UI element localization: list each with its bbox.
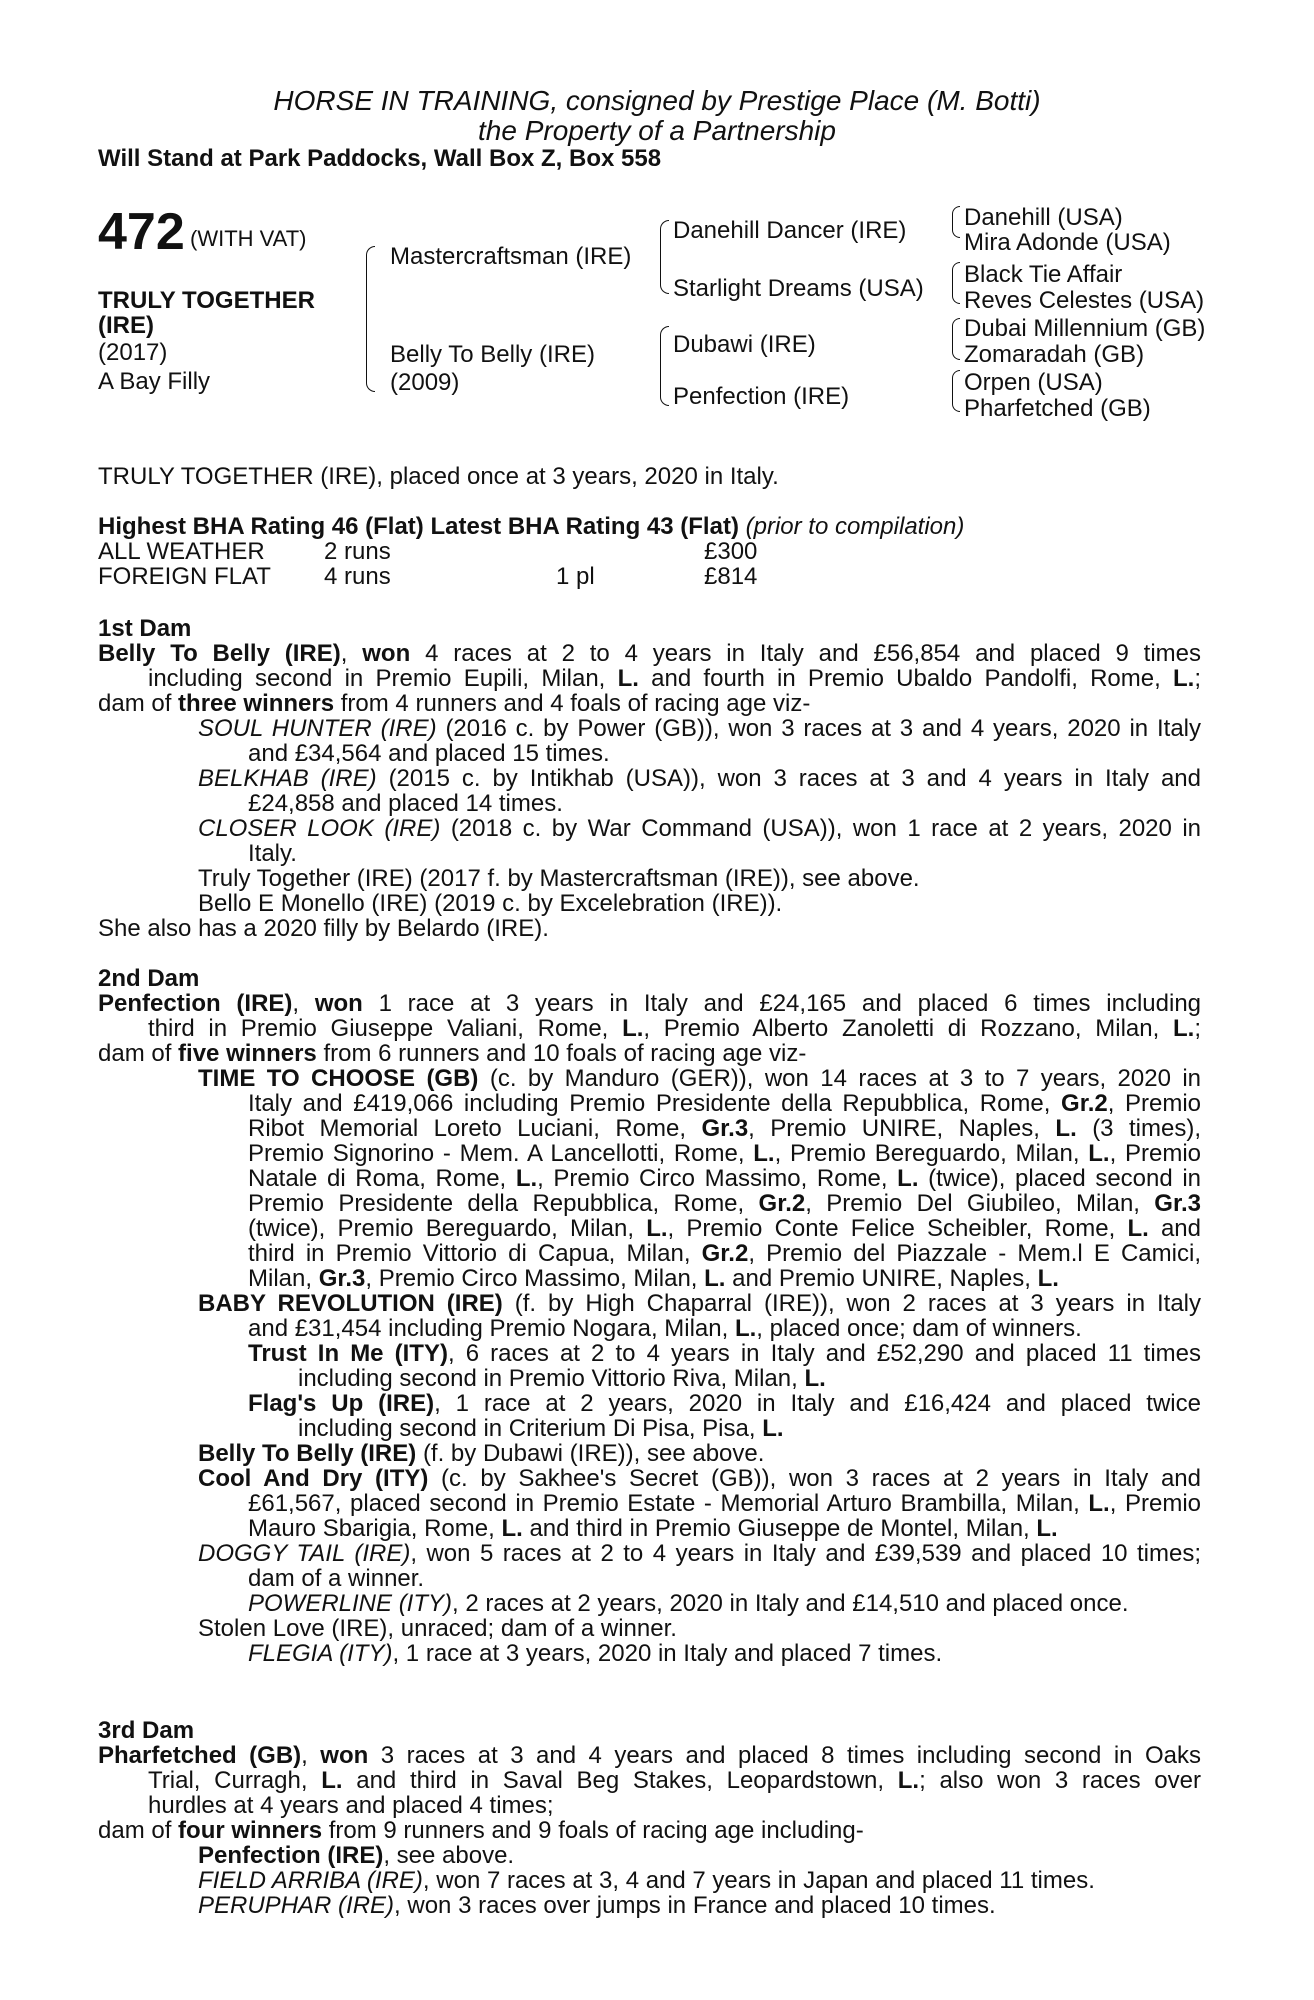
lot-number: 472	[98, 203, 185, 261]
pedigree-dsd: Zomaradah (GB)	[964, 341, 1145, 368]
second-dam-section	[98, 966, 1201, 1666]
horse-year: (2017)	[98, 339, 168, 366]
consignor-line: HORSE IN TRAINING, consigned by Prestige Place (M. Botti)	[273, 85, 1041, 116]
record-prize: £300	[704, 538, 758, 565]
record-runs: 2 runs	[324, 538, 391, 565]
progeny-line: and £31,454 including Premio Nogara, Milan, L., placed once; dam of winners.	[248, 1315, 1082, 1342]
pedigree-dam-sire: Dubawi (IRE)	[673, 331, 816, 358]
pedigree-sdd: Reves Celestes (USA)	[964, 287, 1205, 314]
dam-line: including second in Premio Eupili, Milan, L. and fourth in Premio Ubaldo Pandolfi, Rome, L.;	[148, 665, 1202, 692]
progeny-line: Italy and £419,066 including Premio Presidente della Repubblica, Rome, Gr.2, Premio	[248, 1090, 1202, 1117]
vat-note: (WITH VAT)	[190, 226, 307, 251]
progeny-line: SOUL HUNTER (IRE) (2016 c. by Power (GB)), won 3 races at 3 and 4 years, 2020 in Italy	[198, 715, 1201, 742]
pedigree-dam-year: (2009)	[390, 369, 460, 396]
progeny-line: FIELD ARRIBA (IRE), won 7 races at 3, 4 and 7 years in Japan and placed 11 times.	[198, 1867, 1095, 1894]
dam-line: Pharfetched (GB), won 3 races at 3 and 4 years and placed 8 times including second in Oaks	[98, 1742, 1201, 1769]
pedigree-dds: Orpen (USA)	[964, 369, 1103, 396]
progeny-line: She also has a 2020 filly by Belardo (IRE).	[98, 915, 549, 942]
dam-line: Penfection (IRE), won 1 race at 3 years in Italy and £24,165 and placed 6 times including	[98, 990, 1202, 1017]
progeny-line: Italy.	[248, 840, 297, 867]
race-summary: TRULY TOGETHER (IRE), placed once at 3 years, 2020 in Italy.	[98, 463, 779, 490]
progeny-line: Premio Signorino - Mem. A Lancellotti, Rome, L., Premio Bereguardo, Milan, L., Premio	[248, 1140, 1202, 1167]
owner-line: the Property of a Partnership	[478, 115, 836, 146]
progeny-line: and £34,564 and placed 15 times.	[248, 740, 610, 767]
pedigree-ssd: Mira Adonde (USA)	[964, 229, 1171, 256]
progeny-line: Flag's Up (IRE), 1 race at 2 years, 2020 in Italy and £16,424 and placed twice	[248, 1390, 1201, 1417]
pedigree-brace	[660, 220, 669, 294]
pedigree-dam: Belly To Belly (IRE)	[390, 341, 595, 368]
pedigree-brace	[952, 206, 960, 238]
progeny-line: Trust In Me (ITY), 6 races at 2 to 4 years in Italy and £52,290 and placed 11 times	[248, 1340, 1201, 1367]
record-prize: £814	[704, 563, 758, 590]
pedigree-sss: Danehill (USA)	[964, 204, 1123, 231]
progeny-line: Truly Together (IRE) (2017 f. by Mastercraftsman (IRE)), see above.	[198, 865, 920, 892]
progeny-line: Ribot Memorial Loreto Luciani, Rome, Gr.3, Premio UNIRE, Naples, L. (3 times),	[248, 1115, 1201, 1142]
progeny-line: £24,858 and placed 14 times.	[248, 790, 563, 817]
record-type: FOREIGN FLAT	[98, 563, 271, 590]
pedigree-brace	[366, 246, 375, 392]
record-runs: 4 runs	[324, 563, 391, 590]
pedigree-dss: Dubai Millennium (GB)	[964, 315, 1206, 342]
rating-line	[98, 514, 964, 539]
dam-line: dam of five winners from 6 runners and 10 foals of racing age viz-	[98, 1040, 807, 1067]
progeny-line: including second in Criterium Di Pisa, Pisa, L.	[298, 1415, 784, 1442]
progeny-line: TIME TO CHOOSE (GB) (c. by Manduro (GER)), won 14 races at 3 to 7 years, 2020 in	[198, 1065, 1201, 1092]
record-placed: 1 pl	[556, 563, 595, 590]
third-dam-section	[98, 1718, 1201, 1918]
rating-note: (prior to compilation)	[745, 513, 965, 540]
progeny-line: Bello E Monello (IRE) (2019 c. by Excelebration (IRE)).	[198, 890, 783, 917]
dam-line: dam of four winners from 9 runners and 9 foals of racing age including-	[98, 1817, 864, 1844]
horse-name: TRULY TOGETHER	[98, 287, 315, 314]
progeny-line: dam of a winner.	[248, 1565, 425, 1592]
progeny-line: including second in Premio Vittorio Riva, Milan, L.	[298, 1365, 826, 1392]
dam-line: hurdles at 4 years and placed 4 times;	[148, 1792, 554, 1819]
progeny-line: third in Premio Vittorio di Capua, Milan, Gr.2, Premio del Piazzale - Mem.l E Camici,	[248, 1240, 1201, 1267]
progeny-line: Belly To Belly (IRE) (f. by Dubawi (IRE)), see above.	[198, 1440, 765, 1467]
progeny-line: CLOSER LOOK (IRE) (2018 c. by War Command (USA)), won 1 race at 2 years, 2020 in	[198, 815, 1202, 842]
dam-line: Trial, Curragh, L. and third in Saval Beg Stakes, Leopardstown, L.; also won 3 races over	[148, 1767, 1201, 1794]
pedigree-brace	[952, 262, 960, 304]
progeny-line: FLEGIA (ITY), 1 race at 3 years, 2020 in Italy and placed 7 times.	[248, 1640, 943, 1667]
pedigree-sire-dam: Starlight Dreams (USA)	[673, 275, 924, 302]
pedigree-sire-sire: Danehill Dancer (IRE)	[673, 217, 907, 244]
section-heading: 1st Dam	[98, 615, 192, 642]
dam-line: Belly To Belly (IRE), won 4 races at 2 to 4 years in Italy and £56,854 and placed 9 times	[98, 640, 1201, 667]
horse-name-suffix: (IRE)	[98, 312, 154, 339]
pedigree-brace	[660, 326, 669, 406]
progeny-line: Milan, Gr.3, Premio Circo Massimo, Milan, L. and Premio UNIRE, Naples, L.	[248, 1265, 1059, 1292]
progeny-line: Mauro Sbarigia, Rome, L. and third in Premio Giuseppe de Montel, Milan, L.	[248, 1515, 1058, 1542]
progeny-line: Natale di Roma, Rome, L., Premio Circo Massimo, Rome, L. (twice), placed second in	[248, 1165, 1201, 1192]
progeny-line: Penfection (IRE), see above.	[198, 1842, 515, 1869]
progeny-line: Stolen Love (IRE), unraced; dam of a winner.	[198, 1615, 677, 1642]
progeny-line: BELKHAB (IRE) (2015 c. by Intikhab (USA)), won 3 races at 3 and 4 years in Italy and	[198, 765, 1201, 792]
section-heading: 3rd Dam	[98, 1717, 195, 1744]
section-heading: 2nd Dam	[98, 965, 200, 992]
progeny-line: £61,567, placed second in Premio Estate - Memorial Arturo Brambilla, Milan, L., Premio	[248, 1490, 1201, 1517]
stabling-line: Will Stand at Park Paddocks, Wall Box Z, Box 558	[98, 145, 662, 172]
horse-description: A Bay Filly	[98, 368, 211, 395]
progeny-line: PERUPHAR (IRE), won 3 races over jumps in France and placed 10 times.	[198, 1892, 996, 1919]
progeny-line: Premio Presidente della Repubblica, Rome, Gr.2, Premio Del Giubileo, Milan, Gr.3	[248, 1190, 1201, 1217]
pedigree-dam-dam: Penfection (IRE)	[673, 383, 850, 410]
progeny-line: Cool And Dry (ITY) (c. by Sakhee's Secret (GB)), won 3 races at 2 years in Italy and	[198, 1465, 1201, 1492]
pedigree-brace	[952, 318, 960, 360]
pedigree-sire: Mastercraftsman (IRE)	[390, 243, 632, 270]
pedigree-brace	[952, 370, 960, 412]
rating-label: Highest BHA Rating 46 (Flat) Latest BHA Rating 43 (Flat)	[98, 513, 739, 540]
progeny-line: (twice), Premio Bereguardo, Milan, L., Premio Conte Felice Scheibler, Rome, L. and	[248, 1215, 1202, 1242]
dam-line: third in Premio Giuseppe Valiani, Rome, L., Premio Alberto Zanoletti di Rozzano, Milan, L.;	[148, 1015, 1201, 1042]
pedigree-sds: Black Tie Affair	[964, 261, 1123, 288]
record-type: ALL WEATHER	[98, 538, 265, 565]
progeny-line: POWERLINE (ITY), 2 races at 2 years, 2020 in Italy and £14,510 and placed once.	[248, 1590, 1129, 1617]
progeny-line: DOGGY TAIL (IRE), won 5 races at 2 to 4 years in Italy and £39,539 and placed 10 times;	[198, 1540, 1201, 1567]
pedigree-ddd: Pharfetched (GB)	[964, 395, 1151, 422]
first-dam-section	[98, 616, 1201, 941]
progeny-line: BABY REVOLUTION (IRE) (f. by High Chaparral (IRE)), won 2 races at 3 years in Italy	[198, 1290, 1201, 1317]
dam-line: dam of three winners from 4 runners and 4 foals of racing age viz-	[98, 690, 811, 717]
